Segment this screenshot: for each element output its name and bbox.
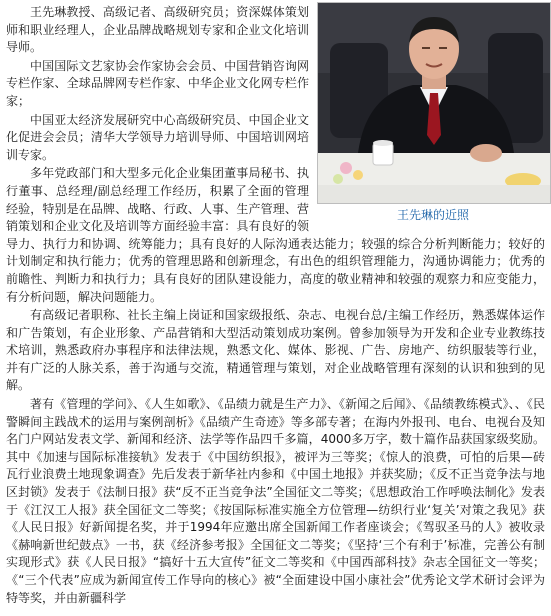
paragraph-media: 有高级记者职称、社长主编上岗证和国家级报纸、杂志、电视台总/主编工作经历，熟悉媒体运作和广告策划，有企业形象、产品营销和大型活动策划成功案例。曾参加领导为开发和企业专业教练技术培训，熟悉政府办事程序和法律法规，熟悉文化、媒体、影视、广告、房地产、纺织服装等行业，并有广泛的人脉关系，善于沟通与交流，精通管理与策划，对企业战略管理有深刻的认识和独到的见解。	[6, 308, 545, 393]
paragraph-publications: 著有《管理的学问》、《人生如歌》、《品绩力就是生产力》、《新闻之后闻》、《品绩教练模式》、、《民警瞬间主践战术的运用与案例剖析》《品绩产生奇迹》等多部专著；在海内外报刊、电台、电视台及知名门户网站发表文学、新闻和经济、法学等作品四千多篇，4000多万字，数十篇作品获国家级奖励。其中《加速与国际标准接轨》发表于《中国纺织报》，被评为三等奖；《惊人的浪费，可怕的后果—砖瓦行业浪费土地现象调查》先后发表于新华社内参和《中国土地报》并获奖励；《反不正当竞争法与地区封锁》发表于《法制日报》获“反不正当竞争法”全国征文二等奖；《思想政治工作呼唤法制化》发表于《江汉工人报》获全国征文二等奖；《按国际标准实施全方位管理—纺织行业‘复关’对策之我见》获《人民日报》好新闻提名奖，并于1994年应邀出席全国新闻工作者座谈会；《驾驭圣马的人》被收录《赫响新世纪鼓点》一书，获《经济参考报》全国征文二等奖；《坚持‘三个有利于’标准，完善公有制实现形式》获《人民日报》“搞好十五大宣传”征文二等奖和《中国西部科技》杂志全国征文一等奖；《“三个代表”应成为新闻宣传工作导向的核心》被“全面建设中国小康社会”优秀论文学术研讨会评为特等奖，并由新疆科学	[6, 397, 545, 605]
photo-caption: 王先琳的近照	[396, 208, 469, 222]
paragraph-research: 中国亚太经济发展研究中心高级研究员、中国企业文化促进会会员；清华大学领导力培训导师、中国培训网培训专家。	[6, 112, 309, 162]
paragraph-memberships: 中国国际文艺家协会作家协会会员、中国营销咨询网专栏作家、全球品牌网专栏作家、中华企业文化网专栏作家；	[6, 58, 309, 108]
portrait-illustration	[318, 3, 550, 203]
paragraph-intro: 王先琳教授、高级记者、高级研究员；资深媒体策划师和职业经理人，企业品牌战略规划专家和企业文化培训导师。	[6, 5, 309, 55]
photo-figure	[317, 2, 549, 225]
portrait-photo	[317, 2, 551, 204]
paragraph-experience: 多年党政部门和大型多元化企业集团董事局秘书、执行董事、总经理/副总经理工作经历，积累了全面的管理经验，特别是在品牌、战略、行政、人事、生产管理、营销策划和企业文化及培训等方面经验丰富：具有良好的领导力、执行力和协调、统筹能力；具有良好的人际沟通表达能力；较强的综合分析判断能力；较好的计划制定和执行能力；优秀的管理思路和创新理念，有出色的组织管理能力，沟通协调能力；优秀的前瞻性、判断力和执行力；具有良好的团队建设能力，高度的敬业精神和较强的观察力和应变能力，有分析问题，解决问题能力。	[6, 166, 545, 304]
